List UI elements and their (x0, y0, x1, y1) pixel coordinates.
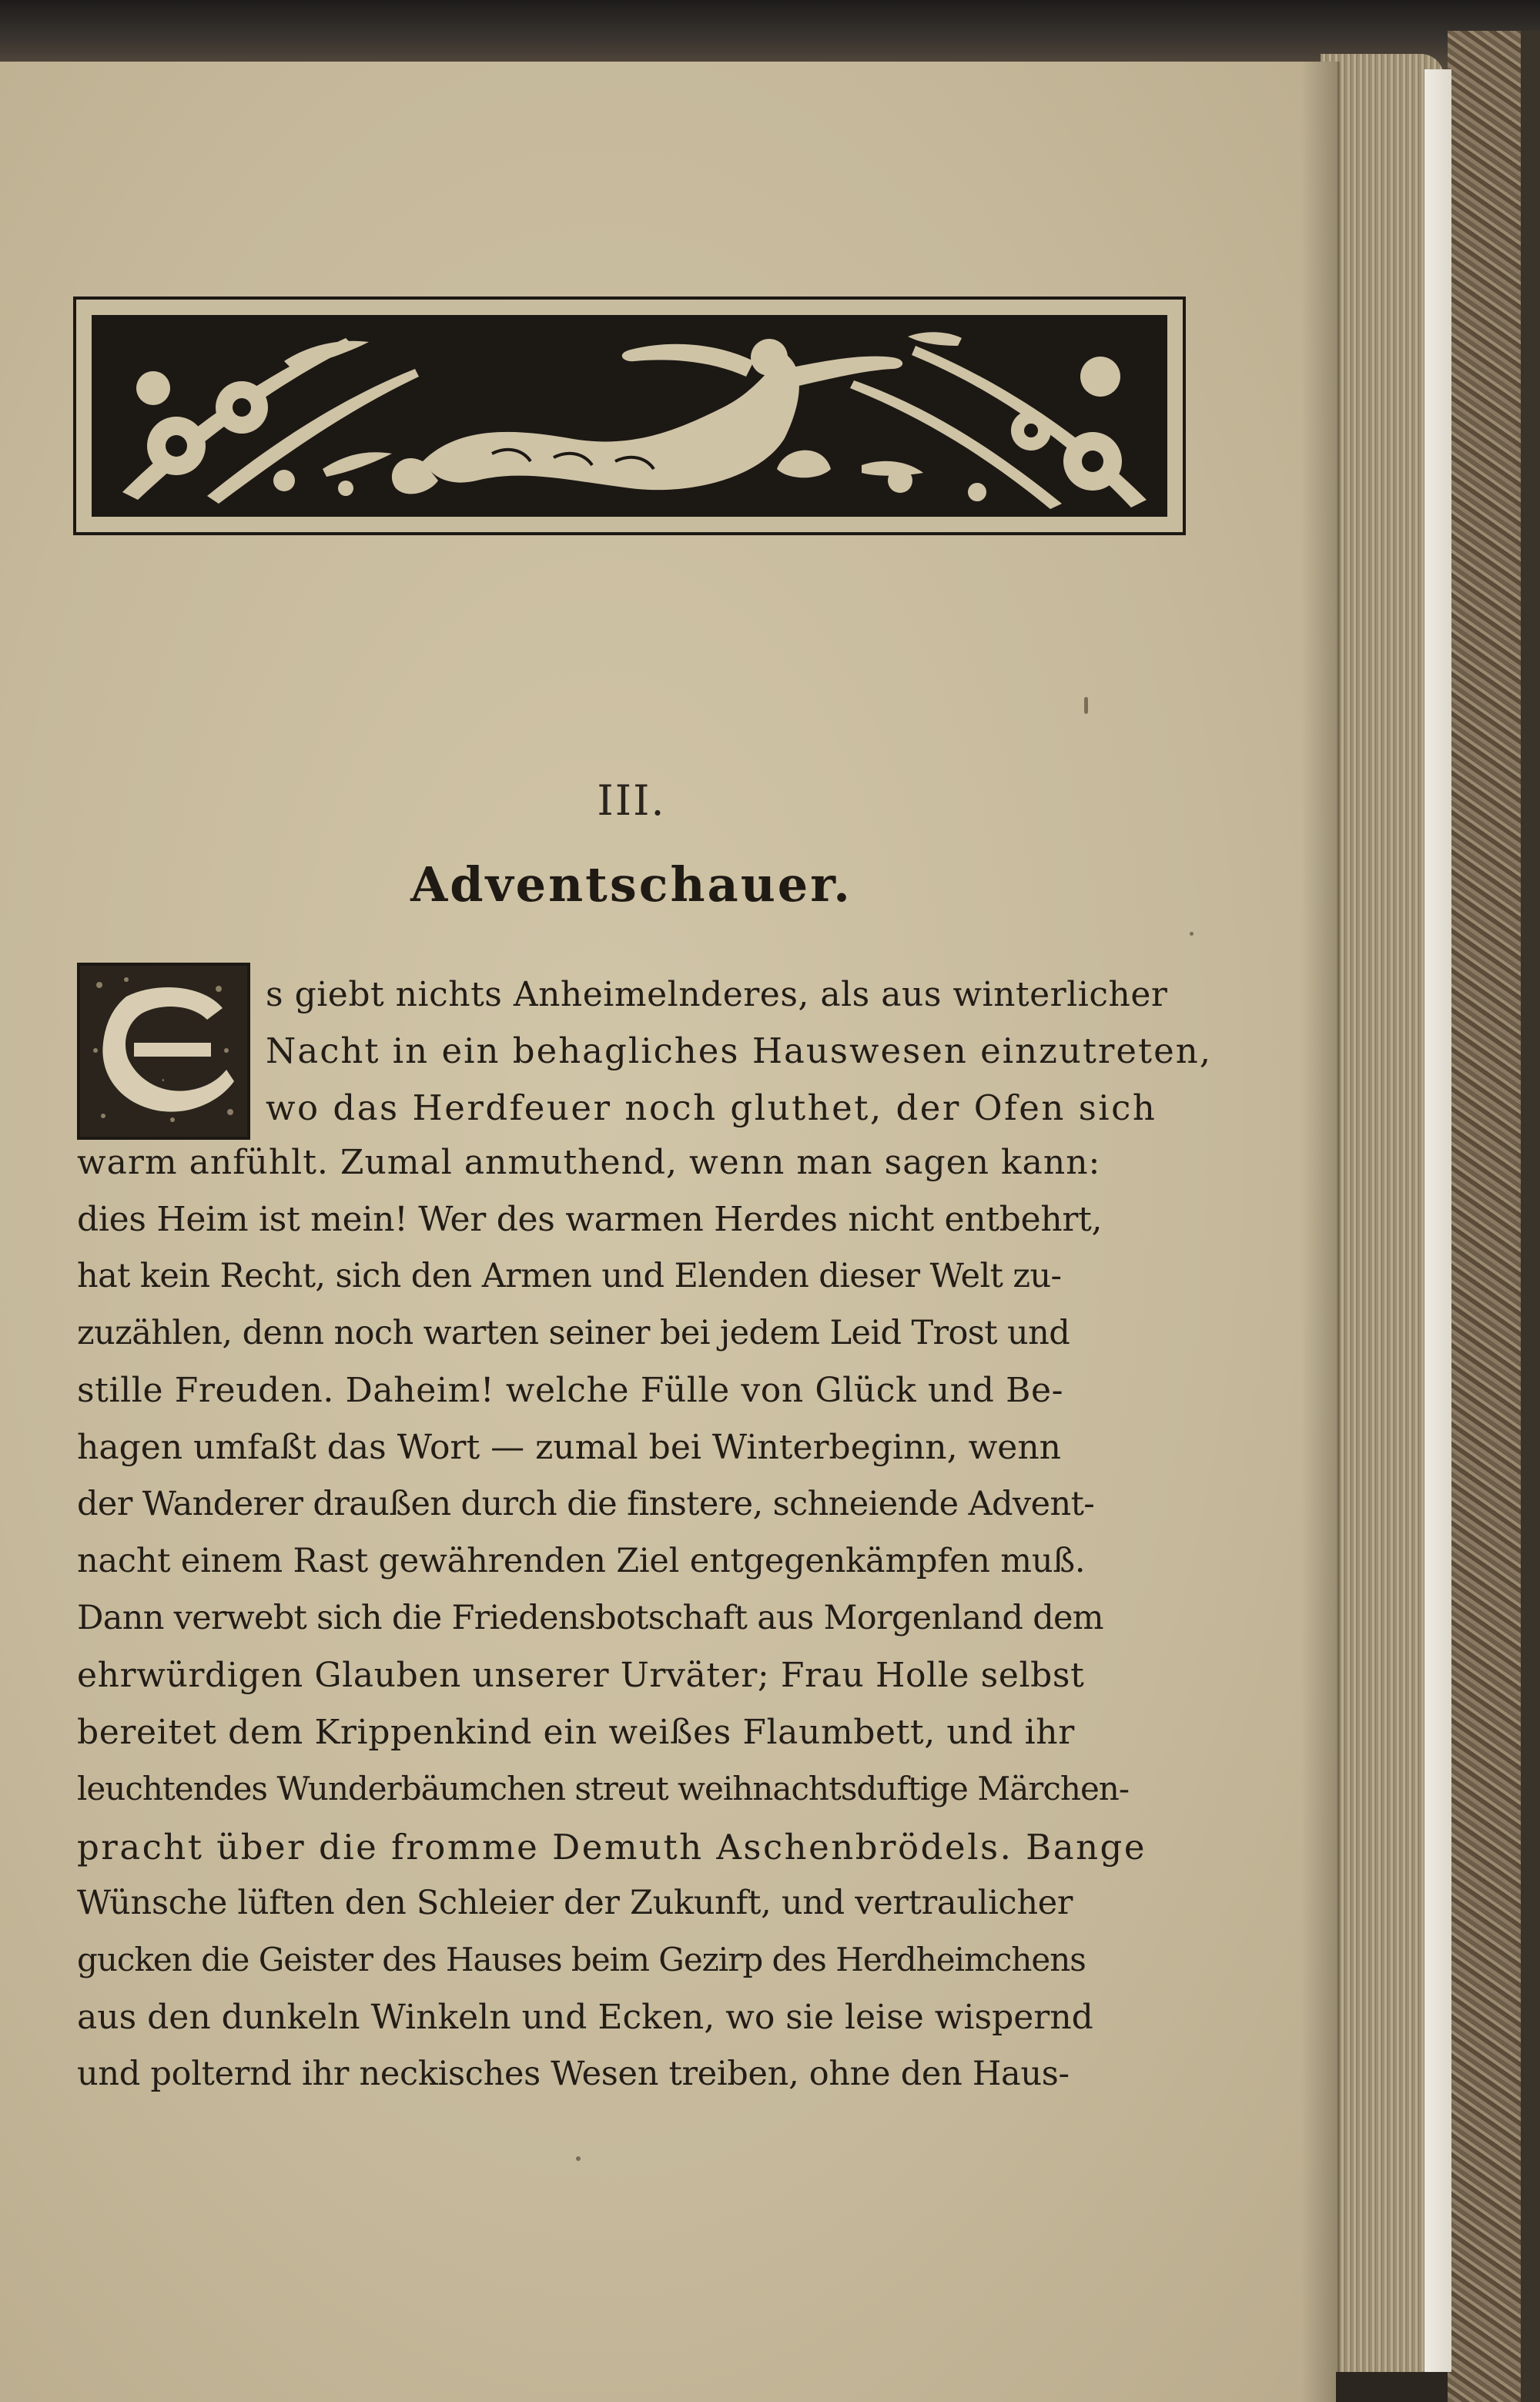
text-line: s giebt nichts Anheimelnderes, als aus winterlicher (266, 975, 1168, 1014)
text-line: Wünsche lüften den Schleier der Zukunft, und vertraulicher (77, 1884, 1073, 1922)
text-line: gucken die Geister des Hauses beim Gezirp des Herdheimchens (77, 1941, 1086, 1978)
page-gutter-shadow (1301, 62, 1340, 2402)
text-line: zuzählen, denn noch warten seiner bei jedem Leid Trost und (77, 1314, 1070, 1352)
mermaid-ornament-icon (92, 315, 1167, 517)
chapter-title: Adventschauer. (410, 856, 852, 913)
decorated-initial (77, 963, 250, 1140)
paper-spot (576, 2156, 581, 2161)
text-line: pracht über die fromme Demuth Aschenbrödels. Bange (77, 1827, 1147, 1868)
text-line: Nacht in ein behagliches Hauswesen einzutreten, (266, 1030, 1213, 1071)
text-line: dies Heim ist mein! Wer des warmen Herdes nicht entbehrt, (77, 1200, 1103, 1239)
decorative-headpiece (73, 296, 1186, 535)
text-line: stille Freuden. Daheim! welche Fülle von Glück und Be- (77, 1371, 1064, 1410)
text-line: der Wanderer draußen durch die finstere, schneiende Advent- (77, 1485, 1095, 1523)
initial-letter: E (162, 1078, 165, 1082)
book-page (0, 62, 1336, 2402)
text-line: hat kein Recht, sich den Armen und Elenden dieser Welt zu- (77, 1257, 1062, 1295)
chapter-number: III. (597, 776, 666, 825)
white-leaf (1424, 69, 1451, 2372)
text-line: warm anfühlt. Zumal anmuthend, wenn man sagen kann: (77, 1143, 1101, 1182)
text-line: ehrwürdigen Glauben unserer Urväter; Frau Holle selbst (77, 1656, 1085, 1695)
text-line: leuchtendes Wunderbäumchen streut weihnachtsduftige Märchen- (77, 1770, 1130, 1807)
text-line: nacht einem Rast gewährenden Ziel entgegenkämpfen muß. (77, 1542, 1086, 1580)
text-line: bereitet dem Krippenkind ein weißes Flaumbett, und ihr (77, 1713, 1075, 1752)
text-line: hagen umfaßt das Wort — zumal bei Winterbeginn, wenn (77, 1428, 1061, 1467)
text-line: Dann verwebt sich die Friedensbotschaft aus Morgenland dem (77, 1599, 1103, 1637)
paper-spot (1084, 697, 1088, 714)
book-cover-edge (1521, 31, 1540, 2402)
text-line: wo das Herdfeuer noch gluthet, der Ofen sich (266, 1087, 1157, 1128)
paper-spot (1190, 932, 1194, 936)
text-line: und polternd ihr neckisches Wesen treiben, ohne den Haus- (77, 2055, 1070, 2093)
initial-letter-ornament-icon (80, 966, 247, 1137)
text-line: aus den dunkeln Winkeln und Ecken, wo sie leise wispernd (77, 1998, 1093, 2037)
